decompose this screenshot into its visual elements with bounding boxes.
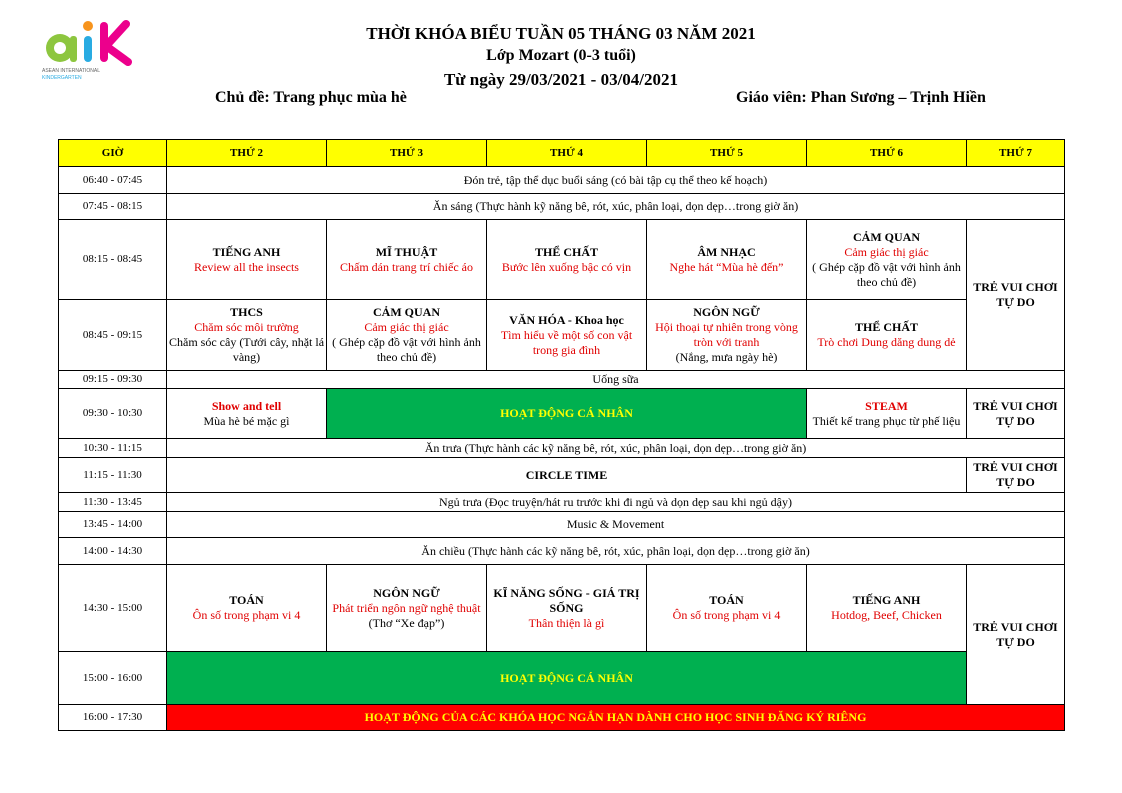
activity-cell (487, 300, 647, 371)
subject-detail: Review all the insects (194, 259, 299, 274)
table-row (59, 565, 1065, 652)
free-play-cell: TRẺ VUI CHƠI TỰ DO (967, 458, 1065, 493)
table-row (59, 300, 1065, 371)
subject-detail: Thân thiện là gì (528, 615, 605, 630)
activity-cell: Music & Movement (167, 512, 1065, 538)
subject-detail: Phát triển ngôn ngữ nghệ thuật (332, 600, 481, 615)
activity-cell (807, 300, 967, 371)
activity-cell: Ngủ trưa (Đọc truyện/hát ru trước khi đi ngủ và dọn dẹp sau khi ngủ dậy) (167, 493, 1065, 512)
subject-title: TIẾNG ANH (852, 593, 921, 607)
subject-detail: Cảm giác thị giác (364, 320, 449, 334)
subject-detail: Cảm giác thị giác (844, 244, 929, 259)
activity-cell: Uống sữa (167, 371, 1065, 389)
col-wed: THỨ 4 (487, 140, 647, 167)
time-cell: 14:30 - 15:00 (59, 565, 167, 652)
subject-note: ( Ghép cặp đồ vật với hình ảnh theo chủ đề) (332, 335, 481, 364)
subject-title: CẢM QUAN (373, 305, 440, 319)
teachers: Giáo viên: Phan Sương – Trịnh Hiền (736, 89, 986, 106)
time-cell: 09:30 - 10:30 (59, 389, 167, 439)
activity-cell (647, 220, 807, 300)
date-range: Từ ngày 29/03/2021 - 03/04/2021 (443, 70, 679, 89)
activity-cell (327, 565, 487, 652)
activity-cell: Ăn sáng (Thực hành kỹ năng bê, rót, xúc, phân loại, dọn dẹp…trong giờ ăn) (167, 194, 1065, 220)
subject-detail: Thiết kế trang phục từ phế liệu (812, 413, 961, 428)
activity-cell: CIRCLE TIME (167, 458, 967, 493)
table-row (59, 439, 1065, 458)
subject-title: TIẾNG ANH (212, 244, 281, 259)
subject-title: MĨ THUẬT (375, 244, 438, 259)
activity-cell: Ăn trưa (Thực hành các kỹ năng bê, rót, xúc, phân loại, dọn dẹp…trong giờ ăn) (167, 439, 1065, 458)
subject-note: ( Ghép cặp đồ vật với hình ảnh theo chủ đề) (812, 259, 961, 289)
subject-note: (Thơ “Xe đạp”) (368, 615, 445, 630)
subject-title: STEAM (865, 398, 908, 413)
activity-cell: Ăn chiều (Thực hành các kỹ năng bê, rót, xúc, phân loại, dọn dẹp…trong giờ ăn) (167, 538, 1065, 565)
table-row (59, 538, 1065, 565)
time-cell: 08:45 - 09:15 (59, 300, 167, 371)
col-time: GIỜ (59, 140, 167, 167)
time-cell: 13:45 - 14:00 (59, 512, 167, 538)
activity-cell (167, 389, 327, 439)
time-cell: 16:00 - 17:30 (59, 705, 167, 731)
subject-detail: Tìm hiểu về một số con vật trong gia đình (500, 327, 633, 357)
logo-subtitle-2: KINDERGARTEN (42, 75, 82, 81)
subject-note: (Nắng, mưa ngày hè) (675, 350, 778, 364)
schedule-title: THỜI KHÓA BIỂU TUẦN 05 THÁNG 03 NĂM 2021 (366, 24, 756, 43)
class-name: Lớp Mozart (0-3 tuổi) (486, 47, 636, 64)
free-play-cell: TRẺ VUI CHƠI TỰ DO (967, 220, 1065, 371)
time-cell: 15:00 - 16:00 (59, 652, 167, 705)
activity-cell (167, 220, 327, 300)
subject-title: ÂM NHẠC (697, 244, 756, 259)
time-cell: 11:30 - 13:45 (59, 493, 167, 512)
activity-cell (807, 389, 967, 439)
subject-title: THỂ CHẤT (854, 320, 918, 334)
subject-detail: Hotdog, Beef, Chicken (831, 608, 942, 622)
subject-title: VĂN HÓA - Khoa học (509, 312, 624, 327)
subject-title: Show and tell (211, 398, 282, 413)
time-cell: 11:15 - 11:30 (59, 458, 167, 493)
subject-title: CẢM QUAN (853, 229, 920, 244)
subject-detail: Mùa hè bé mặc gì (203, 413, 290, 428)
subject-title: TOÁN (709, 593, 744, 607)
col-sat: THỨ 7 (967, 140, 1065, 167)
individual-activity-cell: HOẠT ĐỘNG CÁ NHÂN (167, 652, 967, 705)
table-row (59, 705, 1065, 731)
table-row (59, 493, 1065, 512)
activity-cell (487, 220, 647, 300)
activity-cell (167, 300, 327, 371)
col-fri: THỨ 6 (807, 140, 967, 167)
time-cell: 14:00 - 14:30 (59, 538, 167, 565)
subject-detail: Nghe hát “Mùa hè đến” (669, 259, 784, 274)
col-tue: THỨ 3 (327, 140, 487, 167)
activity-cell (807, 565, 967, 652)
table-row (59, 389, 1065, 439)
topic: Chủ đề: Trang phục mùa hè (215, 89, 407, 106)
table-row (59, 458, 1065, 493)
subject-title: NGÔN NGỮ (373, 585, 440, 600)
activity-cell (647, 565, 807, 652)
header-row (59, 140, 1065, 167)
table-row (59, 371, 1065, 389)
time-cell: 06:40 - 07:45 (59, 167, 167, 194)
time-cell: 07:45 - 08:15 (59, 194, 167, 220)
subject-detail: Bước lên xuống bậc có vịn (501, 259, 632, 274)
free-play-cell: TRẺ VUI CHƠI TỰ DO (967, 389, 1065, 439)
col-mon: THỨ 2 (167, 140, 327, 167)
activity-cell (647, 300, 807, 371)
free-play-cell: TRẺ VUI CHƠI TỰ DO (967, 565, 1065, 705)
activity-cell (167, 565, 327, 652)
activity-cell (807, 220, 967, 300)
activity-cell (487, 565, 647, 652)
table-row (59, 167, 1065, 194)
time-cell: 08:15 - 08:45 (59, 220, 167, 300)
subject-title: THCS (230, 305, 263, 319)
subject-title: NGÔN NGỮ (693, 305, 760, 319)
subject-title: KĨ NĂNG SỐNG - GIÁ TRỊ SỐNG (493, 585, 640, 615)
subject-detail: Hội thoại tự nhiên trong vòng tròn với tranh (655, 320, 798, 349)
activity-cell (327, 300, 487, 371)
subject-title: THỂ CHẤT (534, 244, 598, 259)
table-row (59, 512, 1065, 538)
subject-detail: Ôn số trong phạm vi 4 (192, 608, 301, 622)
subject-detail: Chấm dán trang trí chiếc áo (340, 259, 473, 274)
subject-note: Chăm sóc cây (Tưới cây, nhặt lá vàng) (169, 335, 325, 364)
subject-detail: Trò chơi Dung dăng dung dẻ (817, 335, 956, 349)
subject-title: TOÁN (229, 593, 264, 607)
logo-subtitle-1: ASEAN INTERNATIONAL (42, 68, 100, 74)
table-row (59, 194, 1065, 220)
table-row (59, 220, 1065, 300)
activity-cell (327, 220, 487, 300)
short-course-bar: HOẠT ĐỘNG CỦA CÁC KHÓA HỌC NGẮN HẠN DÀNH CHO HỌC SINH ĐĂNG KÝ RIÊNG (167, 705, 1065, 731)
col-thu: THỨ 5 (647, 140, 807, 167)
subject-detail: Chăm sóc môi trường (194, 320, 299, 334)
subject-detail: Ôn số trong phạm vi 4 (672, 608, 781, 622)
activity-cell: Đón trẻ, tập thể dục buổi sáng (có bài tập cụ thể theo kế hoạch) (167, 167, 1065, 194)
timetable (58, 139, 1065, 731)
time-cell: 10:30 - 11:15 (59, 439, 167, 458)
time-cell: 09:15 - 09:30 (59, 371, 167, 389)
individual-activity-cell: HOẠT ĐỘNG CÁ NHÂN (327, 389, 807, 439)
table-row (59, 652, 1065, 705)
